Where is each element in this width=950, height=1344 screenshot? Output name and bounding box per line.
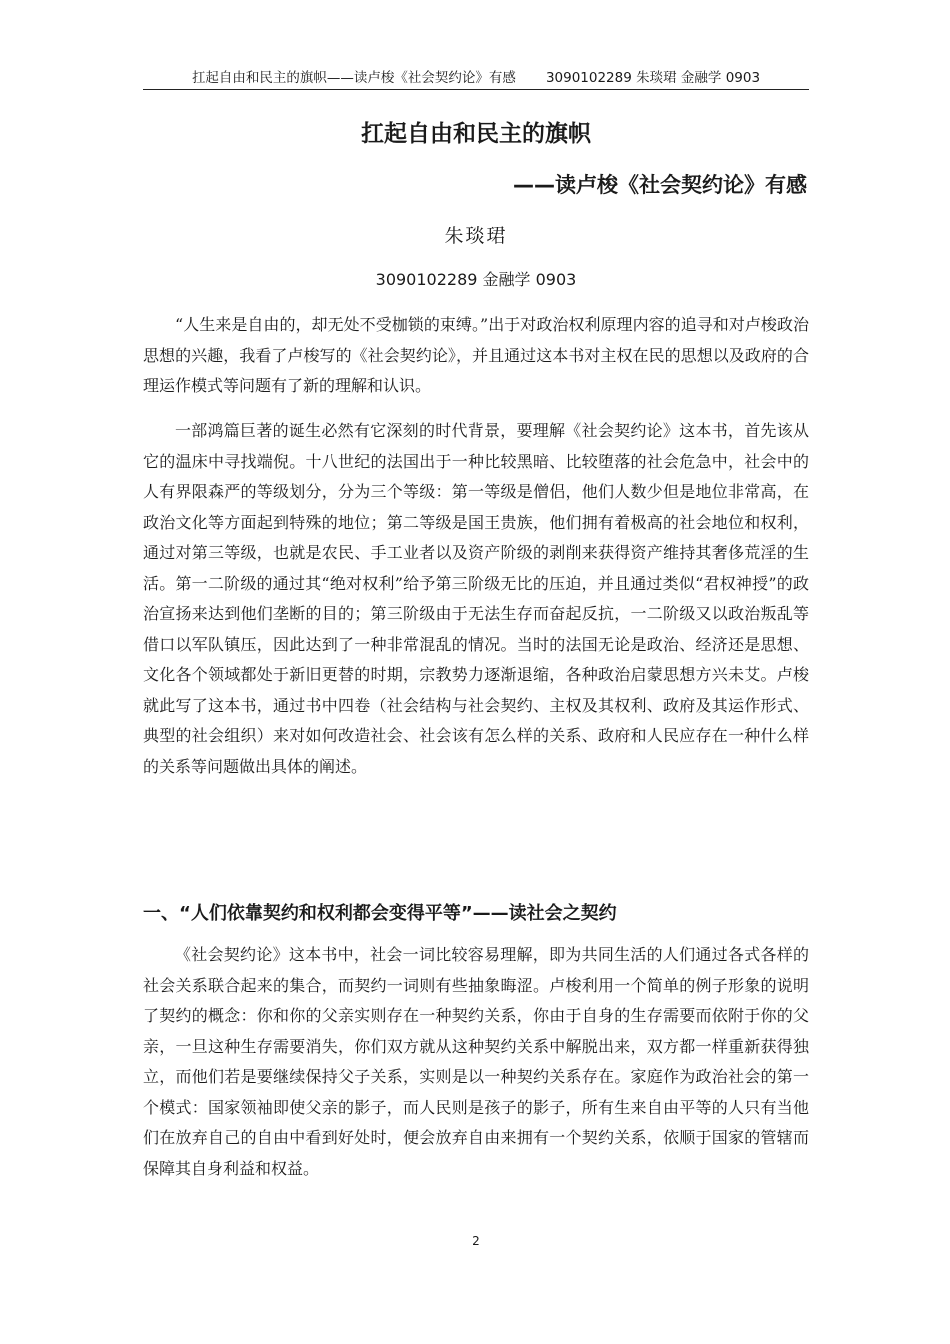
running-header <box>143 68 809 88</box>
header-rule <box>143 89 809 90</box>
paragraph-intro: “人生来是自由的，却无处不受枷锁的束缚。”出于对政治权利原理内容的追寻和对卢梭政治思想的兴趣，我看了卢梭写的《社会契约论》，并且通过这本书对主权在民的思想以及政府的合理运作模式等问题有了新的理解和认识。 <box>143 315 809 395</box>
section-heading: 一、“人们依靠契约和权利都会变得平等”——读社会之契约 <box>143 903 617 924</box>
page-number: 2 <box>472 1234 480 1248</box>
author-name: 朱琰珺 <box>444 225 508 247</box>
student-info: 3090102289 金融学 0903 <box>375 270 577 289</box>
document-title: 扛起自由和民主的旗帜 <box>361 121 591 147</box>
running-header-title: 扛起自由和民主的旗帜——读卢梭《社会契约论》有感 <box>191 70 516 86</box>
running-header-author: 3090102289 朱琰珺 金融学 0903 <box>545 70 761 86</box>
paragraph-background: 一部鸿篇巨著的诞生必然有它深刻的时代背景，要理解《社会契约论》这本书，首先该从它的温床中寻找端倪。十八世纪的法国出于一种比较黑暗、比较堕落的社会危急中，社会中的人有界限森严的等级划分，分为三个等级：第一等级是僧侣，他们人数少但是地位非常高，在政治文化等方面起到特殊的地位；第二等级是国王贵族，他们拥有着极高的社会地位和权利，通过对第三等级，也就是农民、手工业者以及资产阶级的剥削来获得资产维持其奢侈荒淫的生活。第一二阶级的通过其“绝对权利”给予第三阶级无比的压迫，并且通过类似“君权神授”的政治宣扬来达到他们垄断的目的；第三阶级由于无法生存而奋起反抗，一二阶级又以政治叛乱等借口以军队镇压，因此达到了一种非常混乱的情况。当时的法国无论是政治、经济还是思想、文化各个领域都处于新旧更替的时期，宗教势力逐渐退缩，各种政治启蒙思想方兴未艾。卢梭就此写了这本书，通过书中四卷（社会结构与社会契约、主权及其权利、政府及其运作形式、典型的社会组织）来对如何改造社会、社会该有怎么样的关系、政府和人民应存在一种什么样的关系等问题做出具体的阐述。 <box>143 421 809 776</box>
paragraph-contract: 《社会契约论》这本书中，社会一词比较容易理解，即为共同生活的人们通过各式各样的社会关系联合起来的集合，而契约一词则有些抽象晦涩。卢梭利用一个简单的例子形象的说明了契约的概念：你和你的父亲实则存在一种契约关系，你由于自身的生存需要而依附于你的父亲，一旦这种生存需要消失，你们双方就从这种契约关系中解脱出来，双方都一样重新获得独立，而他们若是要继续保持父子关系，实则是以一种契约关系存在。家庭作为政治社会的第一个模式：国家领袖即使父亲的影子，而人民则是孩子的影子，所有生来自由平等的人只有当他们在放弃自己的自由中看到好处时，便会放弃自由来拥有一个契约关系，依顺于国家的管辖而保障其自身利益和权益。 <box>143 945 809 1178</box>
document-subtitle: ——读卢梭《社会契约论》有感 <box>513 173 807 197</box>
